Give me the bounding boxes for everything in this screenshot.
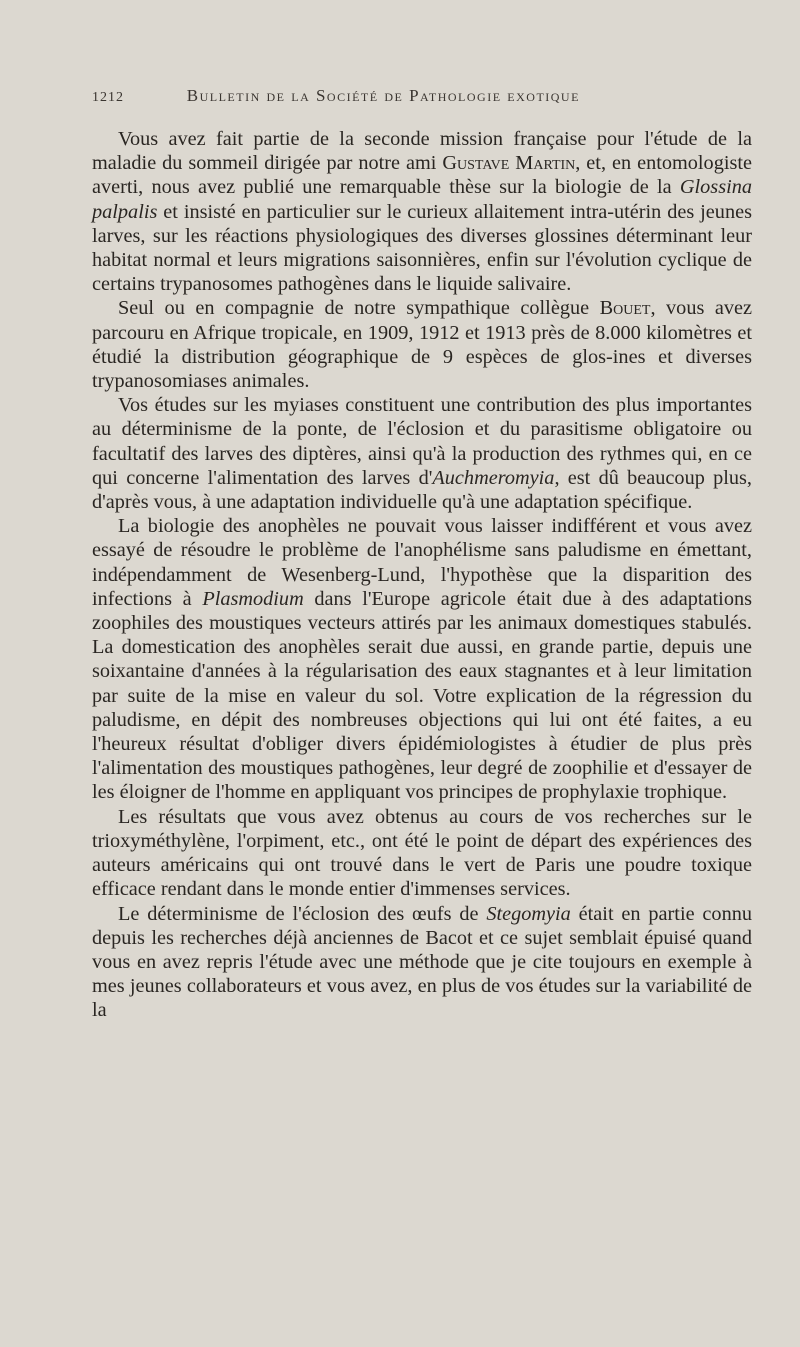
text-segment: Vos études sur les myiases constituent une contribution des plus importantes au déterminisme de la ponte, de l'éclosion et du parasitisme obligatoire ou facultatif des larves des diptères, ainsi qu'à la production des rythmes qui, en ce qui concerne l'alimentation des larves d' xyxy=(92,394,752,489)
text-segment: Les résultats que vous avez obtenus au cours de vos recherches sur le trioxyméthylène, l'orpiment, etc., ont été le point de départ des expériences des auteurs américains qui ont trouvé dans le vert de Paris une poudre toxique efficace rendant dans le monde entier d'immenses services. xyxy=(92,805,752,901)
paragraph xyxy=(92,393,752,514)
paragraph xyxy=(92,805,752,902)
running-title: Bulletin de la Société de Pathologie exotique xyxy=(186,86,580,105)
species-name: Plasmodium xyxy=(202,587,304,610)
text-segment: , et, en entomologiste averti, nous avez publié une remarquable thèse sur la biologie de la xyxy=(92,152,752,199)
paragraph xyxy=(92,902,752,1023)
species-name: Glossina palpalis xyxy=(92,176,752,223)
text-segment: Seul ou en compagnie de notre sympathique collègue xyxy=(118,297,600,320)
page-header xyxy=(92,86,752,106)
text-segment: dans l'Europe agricole était due à des adaptations zoophiles des moustiques vecteurs attirés par les animaux domestiques stabulés. La domestication des anophèles serait due aussi, en grande partie, depuis une soixantaine d'années à la régularisation des eaux stagnantes et à leur limitation par suite de la mise en valeur du sol. Votre explication de la régression du paludisme, en dépit des nombreuses objections qui lui ont été faites, a eu l'heureux résultat d'obliger divers épidémiologistes à étudier de plus près l'alimentation des moustiques pathogènes, leur degré de zoophilie et d'essayer de les éloigner de l'homme en appliquant vos principes de prophylaxie trophique. xyxy=(92,587,752,804)
body-text xyxy=(92,127,752,1023)
author-name: Gustave Martin xyxy=(442,152,576,175)
paragraph xyxy=(92,127,752,296)
species-name: Auchmeromyia xyxy=(432,466,555,489)
paragraph xyxy=(92,514,752,804)
paragraph xyxy=(92,296,752,393)
text-segment: et insisté en particulier sur le curieux allaitement intra-utérin des jeunes larves, sur les réactions physiologiques des diverses glossines déterminant leur habitat normal et leurs migrations saisonnières, enfin sur l'évolution cyclique de certains trypanosomes pathogènes dans le liquide salivaire. xyxy=(92,200,752,296)
author-name: Bouet xyxy=(599,297,651,320)
species-name: Stegomyia xyxy=(486,902,571,925)
page-number: 1212 xyxy=(92,90,124,105)
text-segment: Le déterminisme de l'éclosion des œufs de xyxy=(118,902,487,925)
text-segment: , est dû beaucoup plus, d'après vous, à une adaptation individuelle qu'à une adaptation spécifique. xyxy=(92,466,753,514)
text-segment: était en partie connu depuis les recherches déjà anciennes de Bacot et ce sujet semblait épuisé quand vous en avez repris l'étude avec une méthode que je cite toujours en exemple à mes jeunes collaborateurs et vous avez, en plus de vos études sur la variabilité de la xyxy=(92,902,752,1022)
text-segment: , vous avez parcouru en Afrique tropicale, en 1909, 1912 et 1913 près de 8.000 kilomètres et étudié la distribution géographique de 9 espèces de glos-ines et diverses trypanosomiases animales. xyxy=(92,297,752,393)
text-segment: La biologie des anophèles ne pouvait vous laisser indifférent et vous avez essayé de résoudre le problème de l'anophélisme sans paludisme en émettant, indépendamment de Wesenberg-Lund, l'hypothèse que la disparition des infections à xyxy=(92,515,752,610)
text-segment: Vous avez fait partie de la seconde mission française pour l'étude de la maladie du sommeil dirigée par notre ami xyxy=(92,128,752,175)
